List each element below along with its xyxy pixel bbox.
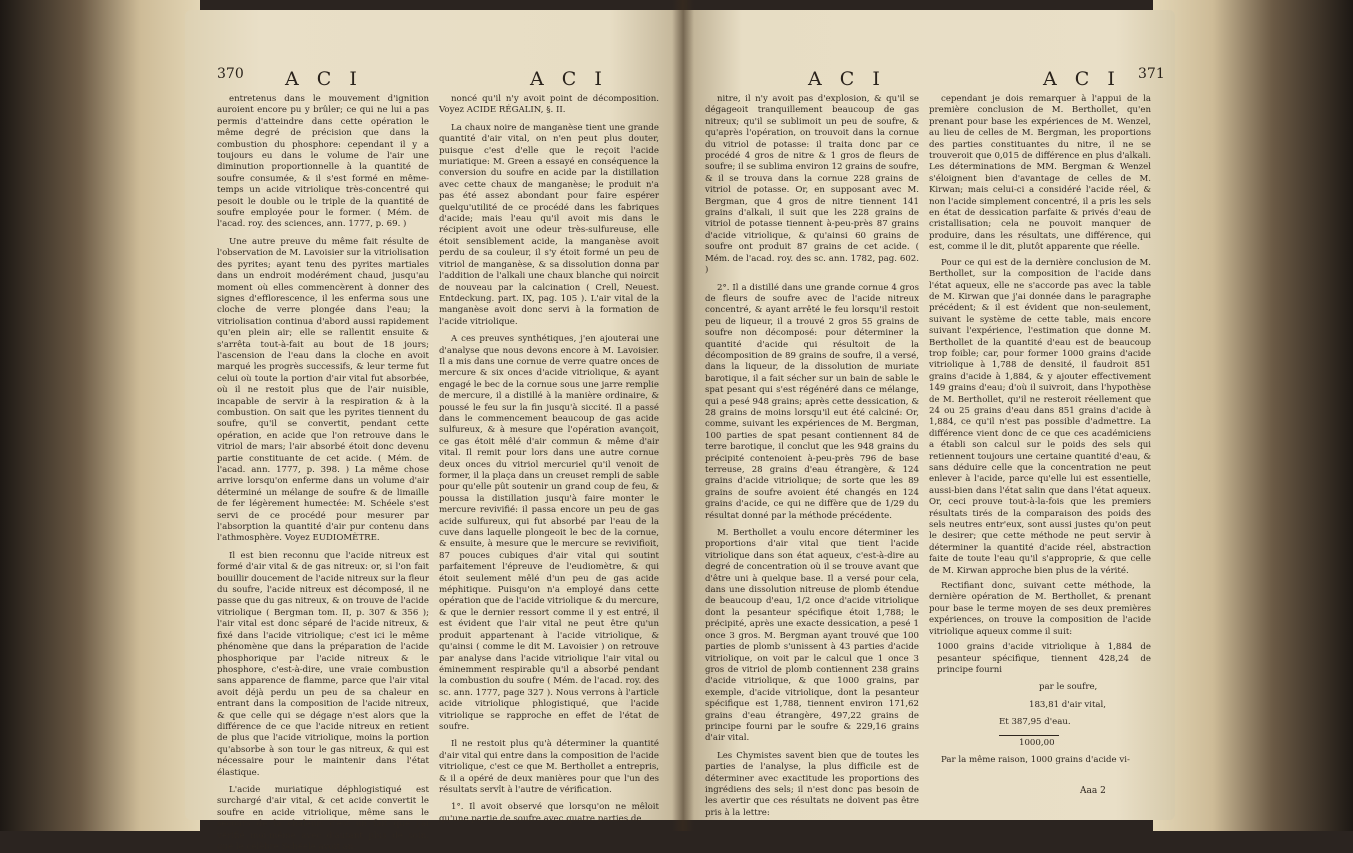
running-head-left-2: A C I	[530, 68, 608, 90]
calculation-line: 183,81 d'air vital,	[1029, 699, 1107, 710]
paragraph: La chaux noire de manganèse tient une grande quantité d'air vital, on n'en peut plus douter, puisque c'est d'elle que le reçoit l'acide muriatique: M. Green a essayé en conséquence la conversion du soufre en acide par la distillation avec cette chaux de manganèse; le produit n'a pas été assez abondant pour faire espérer quelqu'utilité de ce procédé dans les fabriques d'acide; mais l'eau qu'il avoit mis dans le récipient avoit une odeur très-sulfureuse, elle étoit sensiblement acide, la manganèse avoit perdu de sa couleur, il s'y étoit formé un peu de vitriol de manganèse, & sa dissolution donna par l'addition de l'alkali une chaux blanche qui noircit de nouveau par la calcination ( Crell, Neuest. Entdeckung. part. IX, pag. 105 ). L'air vital de la manganèse avoit donc servi à la formation de l'acide vitriolique.	[439, 122, 659, 327]
calculation-line: par le soufre,	[1039, 682, 1098, 693]
right-page-column-2	[929, 94, 1151, 814]
book-gutter	[672, 0, 694, 831]
running-head-right-1: A C I	[808, 68, 886, 90]
paragraph: cependant je dois remarquer à l'appui de la première conclusion de M. Berthollet, qu'en prenant pour base les expériences de M. Wenzel, au lieu de celles de M. Bergman, les proportions des parties constituantes du nitre, il ne se trouveroit que 0,015 de différence en plus d'alkali. Les déterminations de MM. Bergman & Wenzel s'éloignent bien d'avantage de celles de M. Kirwan; mais celui-ci a considéré l'acide réel, & non l'acide simplement concentré, il a pris les sels en état de dessication parfaite & privés d'eau de cristallisation; cela ne pouvoit manquer de produire, dans les résultats, une différence, qui est, comme il le dit, plutôt apparente que réelle.	[929, 94, 1151, 253]
page-number-left: 370	[217, 66, 244, 82]
paragraph: Pour ce qui est de la dernière conclusion de M. Berthollet, sur la composition de l'acide dans l'état aqueux, elle ne s'accorde pas avec la table de M. Kirwan que j'ai donnée dans le paragraphe précédent; & il est évident que non-seulement, suivant le système de cette table, mais encore suivant l'expérience, l'estimation que donne M. Berthollet de la quantité d'eau est de beaucoup trop foible; car, pour former 1000 grains d'acide vitriolique à 1,788 de densité, il faudroit 851 grains d'acide à 1,884, & y ajouter effectivement 149 grains d'eau; d'où il suivroit, dans l'hypothèse de M. Berthollet, qu'il ne resteroit réellement que 24 ou 25 grains d'eau dans 851 grains d'acide à 1,884, ce qu'il n'est pas possible d'admettre. La différence vient donc de ce que ces académiciens a établi son calcul sur le poids des sels qui retiennent toujours une certaine quantité d'eau, & sans déduire celle que la concentration ne peut enlever à l'acide, parce qu'elle lui est essentielle, aussi-bien dans l'état salin que dans l'état aqueux. Or, ceci prouve tout-à-la-fois que les premiers résultats tirés de la comparaison des poids des sels neutres entr'eux, sont aussi justes qu'on peut le desirer; que cette méthode ne peut servir à déterminer la quantité d'acide réel, abstraction faite de toute l'eau qu'il s'approprie, & que celle de M. Kirwan approche bien plus de la vérité.	[929, 257, 1151, 576]
signature-mark: Aaa 2	[1080, 786, 1106, 796]
right-page-edges	[1153, 0, 1353, 831]
left-page-edges	[0, 0, 200, 831]
paragraph: Par la même raison, 1000 grains d'acide vi-	[941, 754, 1130, 765]
paragraph: Il est bien reconnu que l'acide nitreux est formé d'air vital & de gas nitreux: or, si l'on fait bouillir doucement de l'acide nitreux sur la fleur du soufre, l'acide nitreux est décomposé, il ne passe que du gas nitreux, & on trouve de l'acide vitriolique ( Bergman tom. II, p. 307 & 356 ); l'air vital est donc séparé de l'acide nitreux, & fixé dans l'acide vitriolique; c'est ici le même phénomène que dans la préparation de l'acide phosphorique par l'acide nitreux & le phosphore, c'est-à-dire, une vraie combustion sans apparence de flamme, parce que l'air vital avoit déjà perdu un peu de sa chaleur en entrant dans la composition de l'acide nitreux, & que celle qui se dégage n'est alors que la différence de ce que l'acide nitreux en retient de plus que l'acide vitriolique, moins la portion qu'absorbe à son tour le gas nitreux, & qui est nécessaire pour le maintenir dans l'état élastique.	[217, 550, 429, 778]
sum-rule	[999, 735, 1059, 736]
paragraph: M. Berthollet a voulu encore déterminer les proportions d'air vital que tient l'acide vitriolique dans son état aqueux, c'est-à-dire au degré de concentration où il se trouve avant que d'être uni à quelque base. Il a versé pour cela, dans une dissolution nitreuse de plomb étendue de beaucoup d'eau, 1/2 once d'acide vitriolique dont la pesanteur spécifique étoit 1,788; le précipité, après une exacte dessication, a pesé 1 once 3 gros. M. Bergman ayant trouvé que 100 parties de plomb s'unissent à 43 parties d'acide vitriolique, on voit par le calcul que 1 once 3 gros de vitriol de plomb contiennent 238 grains d'acide vitriolique, & que 1000 grains, par exemple, d'acide vitriolique, dont la pesanteur spécifique est 1,788, tiennent environ 171,62 grains d'eau étrangère, 497,22 grains de principe fourni par le soufre & 229,16 grains d'air vital.	[705, 528, 919, 744]
paragraph: A ces preuves synthétiques, j'en ajouterai une d'analyse que nous devons encore à M. Lavoisier. Il a mis dans une cornue de verre quatre onces de mercure & six onces d'acide vitriolique, & ayant engagé le bec de la cornue sous une jarre remplie de mercure, il a distillé à la manière ordinaire, & poussé le feu sur la fin jusqu'à siccité. Il a passé dans le commencement beaucoup de gas acide sulfureux, & à mesure que l'opération avançoit, ce gas étoit mêlé d'air commun & même d'air vital. Il remit pour lors dans une autre cornue deux onces du vitriol mercuriel qu'il venoit de former, il la plaça dans un creuset rempli de sable pour qu'elle pût soutenir un grand coup de feu, & poussa la distillation jusqu'à faire monter le mercure revivifié: il passa encore un peu de gas acide sulfureux, qui fut absorbé par l'eau de la cuve dans laquelle plongeoit le bec de la cornue, & ensuite, à mesure que le mercure se revivifioit, 87 pouces cubiques d'air vital qui soutint parfaitement l'épreuve de l'eudiomètre, & qui étoit seulement mêlé d'un peu de gas acide méphitique. Puisqu'on n'a employé dans cette opération que de l'acide vitriolique & du mercure, & que le dernier ressort comme il y est entré, il est évident que l'air vital ne peut être qu'un produit appartenant à l'acide vitriolique, & qu'ainsi ( comme le dit M. Lavoisier ) on retrouve par analyse dans l'acide vitriolique l'air vital ou éminemment respirable qu'il a absorbé pendant la combustion du soufre ( Mém. de l'acad. roy. des sc. ann. 1777, page 327 ). Nous verrons à l'article acide vitriolique phlogistiqué, que l'acide vitriolique se rapproche en effet de l'état de soufre.	[439, 334, 659, 732]
right-page-column-1	[705, 94, 919, 818]
calculation-line: 1000 grains d'acide vitriolique à 1,884 de pesanteur spécifique, tiennent 428,24 de principe fourni	[937, 642, 1151, 675]
running-head-left-1: A C I	[285, 68, 363, 90]
left-page	[185, 10, 685, 852]
paragraph: Rectifiant donc, suivant cette méthode, la dernière opération de M. Berthollet, & prenant pour base le terme moyen de ses deux premières expériences, on trouve la composition de l'acide vitriolique aqueux comme il suit:	[929, 581, 1151, 637]
paragraph: noncé qu'il n'y avoit point de décomposition. Voyez ACIDE RÉGALIN, §. II.	[439, 94, 659, 116]
paragraph: Une autre preuve du même fait résulte de l'observation de M. Lavoisier sur la vitriolisation des pyrites; ayant tenu des pyrites martiales dans un endroit modérément chaud, jusqu'au moment où elles commencèrent à donner des signes d'efflorescence, il les enferma sous une cloche de verre plongée dans l'eau; la vitriolisation continua d'abord aussi rapidement qu'en plein air; elle se rallentit ensuite & s'arrêta tout-à-fait au bout de 18 jours; l'ascension de l'eau dans la cloche en avoit marqué les progrès successifs, & leur terme fut celui où toute la portion d'air vital fut absorbée, où il ne restoit plus que de l'air nuisible, incapable de servir à la respiration & à la combustion. On sait que les pyrites tiennent du soufre, qu'il se convertit, pendant cette opération, en acide que l'on retrouve dans le vitriol de mars; l'air absorbé étoit donc devenu partie constituante de cet acide. ( Mém. de l'acad. ann. 1777, p. 398. ) La même chose arrive lorsqu'on enferme dans un volume d'air déterminé un mélange de soufre & de limaille de fer légèrement humectée: M. Schéele s'est servi de ce procédé pour mesurer par l'absorption la quantité d'air pur contenu dans l'athmosphère. Voyez EUDIOMÈTRE.	[217, 236, 429, 544]
paragraph: entretenus dans le mouvement d'ignition auroient encore pu y brûler; ce qui ne lui a pas permis d'atteindre dans cette opération le même degré de précision que dans la combustion du phosphore: cependant il y a toujours eu dans le volume de l'air une diminution proportionnelle à la quantité de soufre consumée, & il s'est formé en même-temps un acide vitriolique très-concentré qui pesoit le double ou le triple de la quantité de soufre employée pour le former. ( Mém. de l'acad. roy. des sciences, ann. 1777, p. 69. )	[217, 94, 429, 230]
calculation-total: 1000,00	[1019, 737, 1055, 748]
paragraph: 2°. Il a distillé dans une grande cornue 4 gros de fleurs de soufre avec de l'acide nitreux concentré, & ayant arrêté le feu lorsqu'il restoit peu de liqueur, il a trouvé 2 gros 55 grains de soufre non décomposé: pour déterminer la quantité d'acide qui résultoit de la décomposition de 89 grains de soufre, il a versé, dans la liqueur, de la dissolution de muriate barotique, il a fait sécher sur un bain de sable le spat pesant qui s'est régénéré dans ce mélange, qui a pesé 948 grains; après cette dessication, & 28 grains de moins lorsqu'il eut été calciné: Or, comme, suivant les expériences de M. Bergman, 100 parties de spat pesant contiennent 84 de terre barotique, il conclut que les 948 grains du précipité contenoient à-peu-près 796 de base terreuse, 28 grains d'eau étrangère, & 124 grains d'acide vitriolique; de sorte que les 89 grains de soufre avoient été changés en 124 grains d'acide, ce qui ne diffère que de 1/29 du résultat donné par la méthode précédente.	[705, 282, 919, 521]
paragraph: nitre, il n'y avoit pas d'explosion, & qu'il se dégageoit tranquillement beaucoup de gas nitreux; qu'il se sublimoit un peu de soufre, & qu'après l'opération, on trouvoit dans la cornue du vitriol de potasse: il traita donc par ce procédé 4 gros de nitre & 1 gros de fleurs de soufre; il se sublima environ 12 grains de soufre, & il se trouva dans la cornue 228 grains de vitriol de potasse. Or, en supposant avec M. Bergman, que 4 gros de nitre tiennent 141 grains d'alkali, il suit que les 228 grains de vitriol de potasse tiennent à-peu-près 87 grains d'acide vitriolique, & qu'ainsi 60 grains de soufre ont produit 87 grains de cet acide. ( Mém. de l'acad. roy. des sc. ann. 1782, pag. 602. )	[705, 94, 919, 276]
paragraph: 1°. Il avoit observé que lorsqu'on ne mêloit qu'une partie de soufre avec quatre parties de	[439, 802, 659, 824]
calculation-line: Et 387,95 d'eau.	[999, 717, 1071, 728]
paragraph: Il ne restoit plus qu'à déterminer la quantité d'air vital qui entre dans la composition de l'acide vitriolique, c'est ce que M. Berthollet a entrepris, & il a opéré de deux manières pour que l'un des résultats servît à l'autre de vérification.	[439, 739, 659, 795]
page-number-right: 371	[1138, 66, 1165, 82]
running-head-right-2: A C I	[1043, 68, 1121, 90]
right-page	[683, 10, 1175, 820]
paragraph: Les Chymistes savent bien que de toutes les parties de l'analyse, la plus difficile est de déterminer avec exactitude les proportions des ingrédiens des sels; il n'est donc pas besoin de les avertir que ces résultats ne doivent pas être pris à la lettre:	[705, 750, 919, 818]
paragraph: L'acide muriatique déphlogistiqué est surchargé d'air vital, & cet acide convertit le soufre en acide vitriolique, même sans le secours de la chaleur; c'est un fait que j'ai vérifié moi-même avec d'autant plus de soin, que le célèbre Schéele avoit an-	[217, 784, 429, 852]
left-page-column-2	[439, 94, 659, 824]
left-page-column-1	[217, 94, 429, 852]
